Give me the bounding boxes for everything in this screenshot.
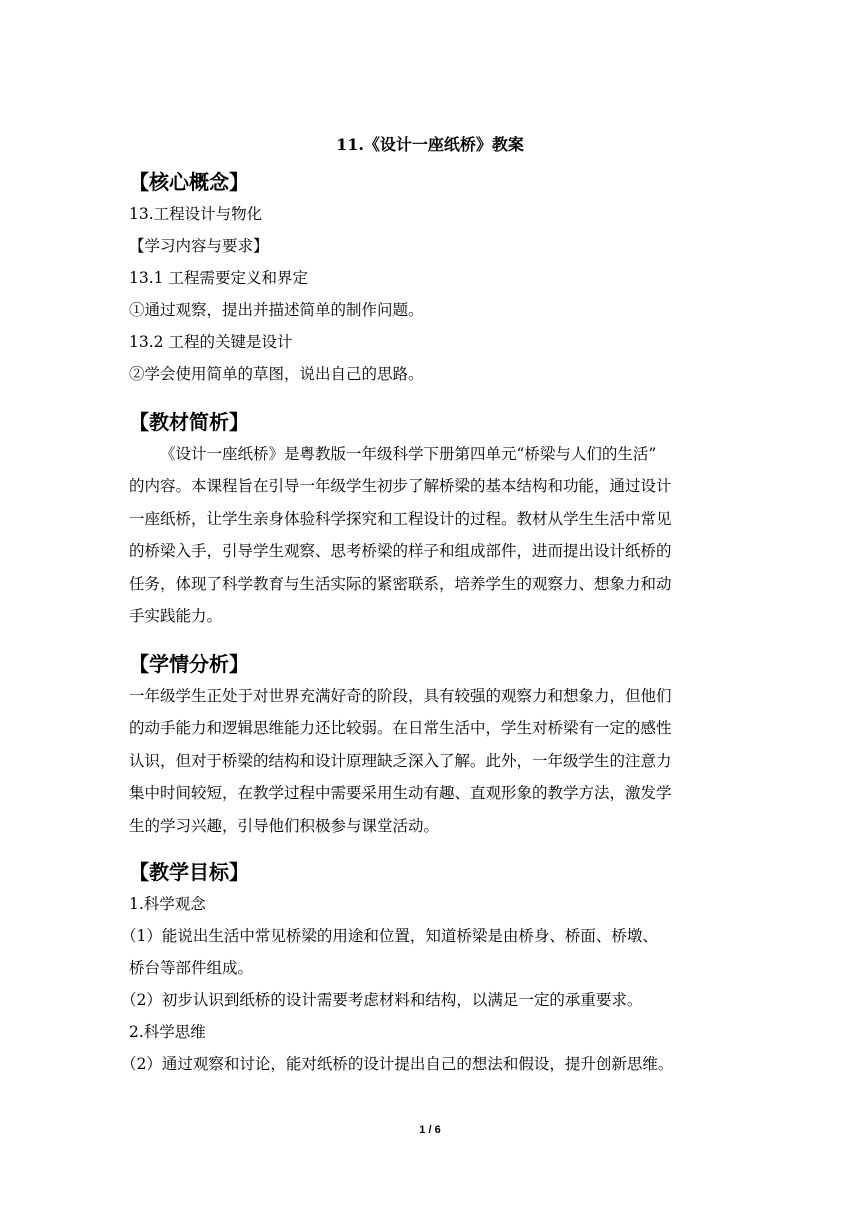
text-line: 《设计一座纸桥》是粤教版一年级科学下册第四单元“桥梁与人们的生活” (160, 445, 657, 463)
section-textbook-analysis (129, 406, 733, 632)
text-line: 一座纸桥，让学生亲身体验科学探究和工程设计的过程。教材从学生生活中常见 (129, 509, 672, 528)
document-title: 11.《设计一座纸桥》教案 (336, 135, 524, 154)
text-line: 生的学习兴趣，引导他们积极参与课堂活动。 (129, 816, 440, 835)
text-line: 一年级学生正处于对世界充满好奇的阶段，具有较强的观察力和想象力，但他们 (129, 687, 672, 705)
subsection-heading: 【学习内容与要求】 (129, 237, 269, 255)
text-line: 的桥梁入手，引导学生观察、思考桥梁的样子和组成部件，进而提出设计纸桥的 (129, 542, 672, 561)
text-line: 桥台等部件组成。 (129, 959, 254, 977)
text-line: （2）通过观察和讨论，能对纸桥的设计提出自己的想法和假设，提升创新思维。 (121, 1055, 674, 1073)
text-line: ②学会使用简单的草图，说出自己的思路。 (129, 365, 424, 383)
text-line: ①通过观察，提出并描述简单的制作问题。 (129, 301, 424, 319)
paragraph (129, 680, 733, 842)
text-line: 手实践能力。 (129, 607, 223, 626)
text-line: 2.科学思维 (129, 1023, 206, 1041)
section-learner-analysis (129, 648, 733, 842)
section-heading: 【教材简析】 (129, 410, 249, 434)
text-line: 13.1 工程需要定义和界定 (129, 269, 308, 287)
text-line: 的动手能力和逻辑思维能力还比较弱。在日常生活中，学生对桥梁有一定的感性 (129, 719, 672, 738)
text-line: 13.2 工程的关键是设计 (129, 333, 293, 351)
section-teaching-goals (121, 856, 733, 1080)
text-line: 认识，但对于桥梁的结构和设计原理缺乏深入了解。此外，一年级学生的注意力 (129, 751, 672, 770)
text-line: 1.科学观念 (129, 895, 206, 913)
section-heading: 【教学目标】 (129, 860, 249, 884)
text-line: （2）初步认识到纸桥的设计需要考虑材料和结构，以满足一定的承重要求。 (121, 991, 643, 1009)
text-line: 任务，体现了科学教育与生活实际的紧密联系，培养学生的观察力、想象力和动 (129, 574, 672, 593)
text-line: 的内容。本课程旨在引导一年级学生初步了解桥梁的基本结构和功能，通过设计 (129, 477, 672, 496)
text-line: 13.工程设计与物化 (129, 205, 263, 223)
section-core-concepts (129, 166, 733, 390)
paragraph (129, 438, 733, 632)
section-heading: 【核心概念】 (129, 170, 249, 194)
page-indicator: 1 / 6 (419, 1124, 441, 1136)
section-heading: 【学情分析】 (129, 652, 249, 676)
text-line: 集中时间较短，在教学过程中需要采用生动有趣、直观形象的教学方法，激发学 (129, 784, 672, 803)
text-line: （1）能说出生活中常见桥梁的用途和位置，知道桥梁是由桥身、桥面、桥墩、 (121, 927, 658, 945)
